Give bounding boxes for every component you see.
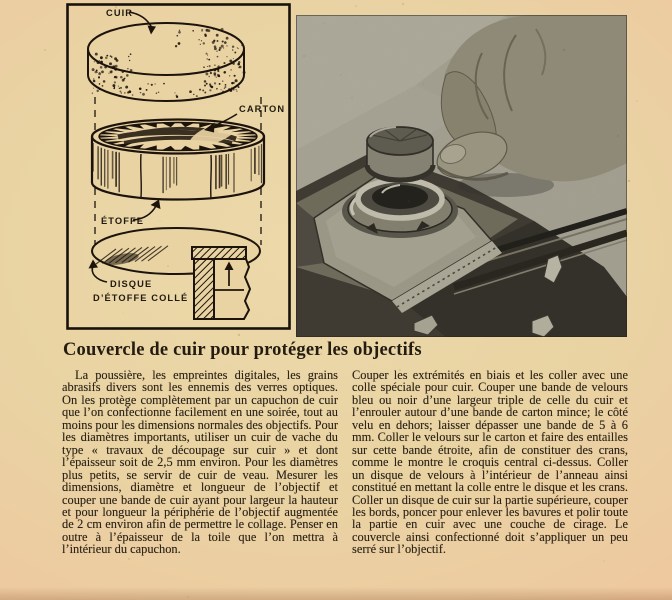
halftone-grain-overlay	[296, 15, 627, 337]
label-disque-1: DISQUE	[110, 279, 153, 289]
article-column-left: La poussière, les empreintes digitales, les grains abrasifs divers sont les ennemis des verres optiques. On les protège complètement par un capuchon de cuir que l’on confectionne facilement en une soirée, tout au moins pour les dimensions normales des objectifs. Pour les diamètres importants, utiliser un cuir de vache du type « travaux de découpage sur cuir » et dont l’épaisseur soit de 2,5 mm environ. Pour les diamètres plus petits, se servir de cuir de veau. Mesurer les dimensions, diamètre et longueur de l’objectif et couper une bande de cuir ayant pour largeur la hauteur et pour longueur la périphérie de l’objectif augmentée de 2 cm environ afin de permettre le collage. Penser en outre à l’épaisseur de la toile que l’on mettra à l’intérieur du capuchon.	[62, 368, 339, 557]
construction-diagram	[66, 3, 291, 330]
article-body	[62, 369, 628, 556]
cross-section-detail	[192, 247, 250, 319]
article-column-right: Couper les extrémités en biais et les coller avec une colle spéciale pour cuir. Couper une bande de velours bleu ou noir d’une largeur triple de celle du cuir et l’enrouler autour d’une bande de carton mince; le côté velu en dehors; laisser dépasser une bande de 5 à 6 mm. Coller le velours sur le carton et faire des entailles sur cette bande étroite, afin de constituer des crans, comme le montre le croquis central ci-dessus. Coller un disque de velours à l’intérieur de l’anneau ainsi constitué en mettant la colle entre le disque et les crans. Coller un disque de cuir sur la partie supérieure, couper les bords, poncer pour enlever les bavures et polir toute la partie en cuir avec une couche de cirage. Le couvercle ainsi confectionné doit s’appliquer un peu serré sur l’objectif.	[352, 368, 628, 557]
article-title: Couvercle de cuir pour protéger les objectifs	[63, 340, 422, 360]
disque-arrow	[92, 266, 107, 282]
label-carton: CARTON	[239, 104, 286, 114]
page-bottom-shadow	[0, 587, 672, 600]
label-etoffe: ÉTOFFE	[101, 216, 145, 226]
carton-ring	[92, 116, 264, 200]
camera-photo	[296, 15, 627, 337]
label-cuir: CUIR	[106, 8, 134, 18]
label-disque-2: D’ÉTOFFE COLLÉ	[93, 293, 189, 303]
